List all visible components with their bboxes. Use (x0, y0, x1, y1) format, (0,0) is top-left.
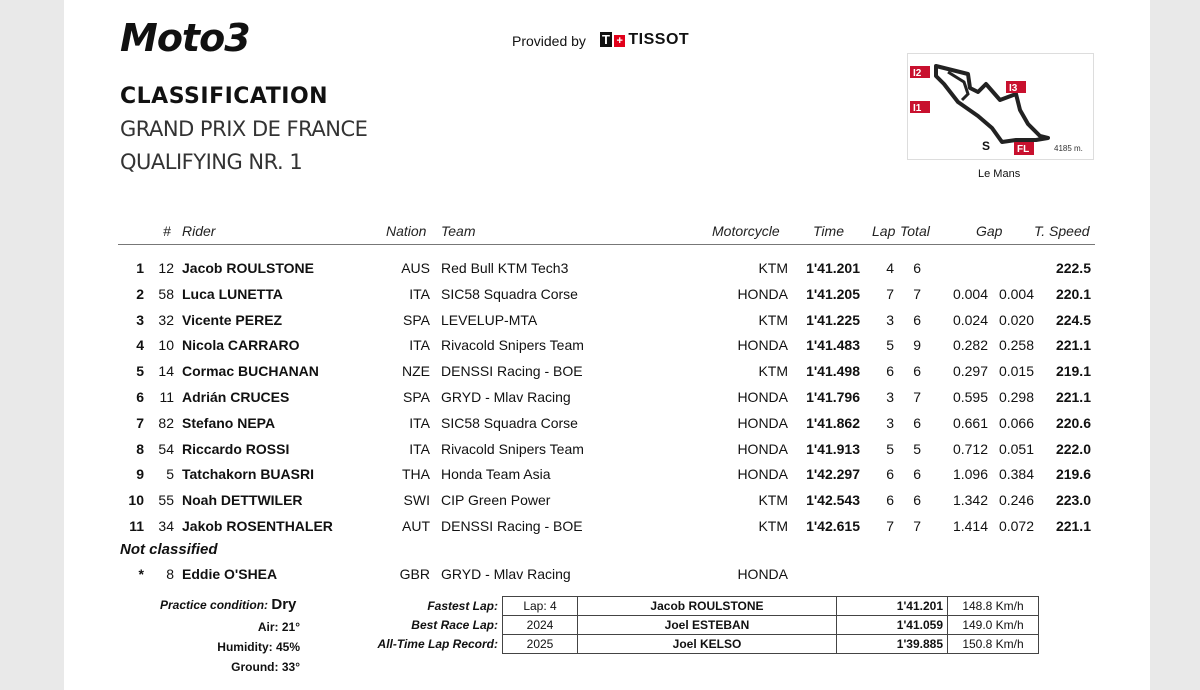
cell-gap-first: 0.595 (952, 389, 988, 405)
practice-condition (160, 596, 296, 613)
header-rider: Rider (182, 223, 216, 239)
cell-team: SIC58 Squadra Corse (441, 285, 578, 302)
cell-rider: Eddie O'SHEA (182, 566, 278, 582)
cell-gap-previous: 0.246 (998, 492, 1034, 509)
cell-total: 7 (913, 285, 921, 302)
cell-lap: 4 (886, 260, 894, 276)
record-time: 1'41.201 (837, 597, 948, 616)
cell-motorcycle: KTM (758, 311, 788, 328)
cell-motorcycle: KTM (758, 363, 788, 380)
air-temperature (258, 620, 300, 634)
cell-time: 1'41.483 (806, 337, 860, 354)
cell-position: 8 (136, 440, 144, 457)
record-row (364, 597, 1039, 616)
cell-position: 6 (136, 389, 144, 405)
air-value: 21° (281, 620, 300, 634)
cell-nation: AUT (402, 518, 430, 534)
cell-motorcycle: HONDA (737, 566, 788, 582)
result-row (64, 441, 1150, 465)
record-speed: 150.8 Km/h (948, 635, 1039, 654)
cell-rider: Stefano NEPA (182, 414, 276, 431)
cell-total: 6 (913, 260, 921, 276)
swiss-cross-icon: + (616, 35, 624, 47)
result-row (64, 337, 1150, 361)
cell-position: 4 (136, 337, 144, 354)
cell-number: 34 (158, 518, 174, 534)
cell-position: * (138, 566, 144, 582)
result-row (64, 492, 1150, 516)
cell-number: 11 (159, 389, 174, 405)
cell-rider: Jakob ROSENTHALER (182, 518, 333, 534)
cell-nation: GBR (399, 566, 430, 582)
cell-team: Rivacold Snipers Team (441, 337, 584, 354)
air-label: Air: (257, 620, 279, 634)
header-motorcycle: Motorcycle (712, 223, 780, 239)
cell-gap-previous: 0.020 (998, 311, 1034, 328)
cell-lap: 5 (886, 337, 894, 354)
session-name: QUALIFYING NR. 1 (120, 150, 303, 174)
cell-rider: Luca LUNETTA (182, 285, 283, 302)
cell-position: 1 (136, 260, 144, 276)
ground-label: Ground: (231, 660, 279, 674)
cell-team: SIC58 Squadra Corse (441, 414, 578, 431)
cell-gap-first: 1.096 (952, 466, 988, 483)
cell-gap-first: 0.712 (952, 440, 988, 457)
cell-time: 1'41.498 (806, 363, 860, 380)
cell-lap: 3 (886, 389, 894, 405)
humidity-label: Humidity: (217, 640, 273, 654)
cell-position: 10 (128, 492, 144, 509)
circuit-map (907, 53, 1094, 160)
result-row (64, 466, 1150, 490)
marker-i3: I3 (1009, 83, 1018, 94)
cell-rider: Noah DETTWILER (182, 492, 303, 509)
cell-nation: AUS (401, 260, 430, 276)
cell-number: 55 (158, 492, 174, 509)
cell-top-speed: 220.1 (1055, 285, 1091, 302)
humidity-value: 45% (275, 640, 300, 654)
cell-time: 1'41.201 (806, 260, 860, 276)
record-info: Lap: 4 (503, 597, 578, 616)
circuit-length: 4185 m. (1054, 144, 1083, 153)
record-speed: 149.0 Km/h (948, 616, 1039, 635)
cell-position: 9 (136, 466, 144, 483)
cell-time: 1'42.615 (806, 518, 860, 534)
moto3-logo: Moto3 (120, 16, 250, 60)
cell-time: 1'41.205 (806, 285, 860, 302)
result-row (64, 566, 1150, 590)
cell-total: 6 (913, 363, 921, 380)
sponsor-name: TISSOT (628, 31, 690, 48)
practice-condition-value: Dry (271, 596, 297, 613)
cell-total: 6 (913, 492, 921, 509)
cell-gap-previous: 0.051 (998, 440, 1034, 457)
header-number: # (163, 223, 171, 239)
cell-gap-first: 0.282 (952, 337, 988, 354)
cell-number: 32 (158, 311, 174, 328)
ground-value: 33° (281, 660, 300, 674)
cell-number: 82 (158, 414, 174, 431)
cell-team: LEVELUP-MTA (441, 311, 538, 328)
cell-motorcycle: HONDA (737, 389, 788, 405)
cell-top-speed: 219.1 (1055, 363, 1091, 380)
header-team: Team (441, 223, 476, 239)
cell-number: 14 (158, 363, 174, 380)
cell-rider: Adrián CRUCES (182, 389, 290, 405)
cell-number: 10 (158, 337, 174, 354)
header-time: Time (813, 223, 844, 239)
cell-rider: Cormac BUCHANAN (182, 363, 319, 380)
event-name: GRAND PRIX DE FRANCE (120, 117, 368, 141)
cell-nation: SPA (403, 311, 430, 328)
cell-gap-previous: 0.066 (998, 414, 1034, 431)
cell-position: 3 (136, 311, 144, 328)
cell-time: 1'41.225 (806, 311, 860, 328)
cell-lap: 6 (886, 363, 894, 380)
cell-motorcycle: KTM (758, 518, 788, 534)
cell-rider: Jacob ROULSTONE (182, 260, 314, 276)
cell-rider: Nicola CARRARO (182, 337, 300, 354)
cell-number: 5 (166, 466, 174, 483)
cell-time: 1'41.796 (806, 389, 860, 405)
not-classified-heading: Not classified (120, 541, 218, 558)
cell-team: DENSSI Racing - BOE (441, 518, 583, 534)
results-page (64, 0, 1150, 690)
cell-gap-first: 1.342 (952, 492, 988, 509)
cell-position: 2 (136, 285, 144, 302)
cell-rider: Tatchakorn BUASRI (182, 466, 314, 483)
marker-i2: I2 (913, 68, 922, 79)
cell-team: GRYD - Mlav Racing (441, 566, 571, 582)
cell-time: 1'41.913 (806, 440, 860, 457)
record-time: 1'41.059 (837, 616, 948, 635)
ground-temperature (231, 660, 300, 674)
result-row (64, 260, 1150, 284)
lap-records-table (364, 596, 1039, 654)
circuit-name: Le Mans (978, 168, 1021, 180)
humidity (217, 640, 300, 654)
cell-rider: Riccardo ROSSI (182, 440, 290, 457)
cell-lap: 7 (886, 285, 894, 302)
record-rider: Jacob ROULSTONE (578, 597, 837, 616)
cell-gap-first: 0.661 (952, 414, 988, 431)
cell-team: CIP Green Power (441, 492, 551, 509)
cell-total: 5 (913, 440, 921, 457)
cell-gap-previous: 0.015 (998, 363, 1034, 380)
cell-total: 6 (913, 311, 921, 328)
provided-by-label: Provided by (512, 33, 586, 49)
cell-team: Honda Team Asia (441, 466, 551, 483)
cell-time: 1'42.297 (806, 466, 860, 483)
cell-gap-first: 0.004 (952, 285, 988, 302)
cell-top-speed: 223.0 (1055, 492, 1091, 509)
marker-finish-line: FL (1017, 144, 1030, 155)
result-row (64, 286, 1150, 310)
cell-total: 6 (913, 414, 921, 431)
cell-lap: 7 (886, 518, 894, 534)
cell-motorcycle: HONDA (737, 285, 788, 302)
record-info: 2024 (503, 616, 578, 635)
header-total: Total (900, 223, 930, 239)
cell-team: DENSSI Racing - BOE (441, 363, 583, 380)
cell-nation: ITA (409, 337, 430, 354)
cell-gap-first: 0.024 (952, 311, 988, 328)
cell-team: GRYD - Mlav Racing (441, 389, 571, 405)
cell-total: 7 (913, 518, 921, 534)
cell-nation: THA (402, 466, 430, 483)
cell-gap-previous: 0.072 (998, 518, 1034, 534)
record-label: Best Race Lap: (411, 618, 498, 632)
result-row (64, 389, 1150, 413)
cell-total: 7 (913, 389, 921, 405)
cell-number: 54 (158, 440, 174, 457)
cell-motorcycle: HONDA (737, 337, 788, 354)
track-layout (908, 54, 1093, 159)
cell-gap-previous: 0.258 (998, 337, 1034, 354)
cell-gap-previous: 0.384 (998, 466, 1034, 483)
header-nation: Nation (386, 223, 427, 239)
cell-time: 1'42.543 (806, 492, 860, 509)
cell-motorcycle: KTM (758, 492, 788, 509)
cell-number: 12 (158, 260, 174, 276)
record-row (364, 616, 1039, 635)
cell-top-speed: 221.1 (1055, 389, 1091, 405)
cell-lap: 6 (886, 492, 894, 509)
practice-condition-label: Practice condition: (160, 598, 269, 612)
cell-total: 6 (913, 466, 921, 483)
cell-lap: 3 (886, 414, 894, 431)
page-title: CLASSIFICATION (120, 84, 329, 109)
cell-nation: ITA (409, 285, 430, 302)
cell-gap-first: 1.414 (952, 518, 988, 534)
cell-time: 1'41.862 (806, 414, 860, 431)
cell-team: Red Bull KTM Tech3 (441, 260, 569, 276)
cell-motorcycle: HONDA (737, 414, 788, 431)
cell-number: 8 (166, 566, 174, 582)
cell-top-speed: 221.1 (1055, 518, 1091, 534)
cell-position: 11 (129, 518, 144, 534)
cell-lap: 5 (886, 440, 894, 457)
record-label: Fastest Lap: (427, 599, 498, 613)
record-speed: 148.8 Km/h (948, 597, 1039, 616)
cell-gap-previous: 0.004 (998, 285, 1034, 302)
cell-nation: ITA (409, 440, 430, 457)
cell-top-speed: 224.5 (1055, 311, 1091, 328)
cell-nation: NZE (402, 363, 430, 380)
record-label: All-Time Lap Record: (377, 637, 498, 651)
cell-lap: 6 (886, 466, 894, 483)
header-lap: Lap (872, 223, 896, 239)
cell-motorcycle: HONDA (737, 466, 788, 483)
record-rider: Joel ESTEBAN (578, 616, 837, 635)
cell-motorcycle: KTM (758, 260, 788, 276)
record-time: 1'39.885 (837, 635, 948, 654)
tissot-logo (600, 31, 689, 49)
cell-nation: SPA (403, 389, 430, 405)
record-info: 2025 (503, 635, 578, 654)
header-gap: Gap (976, 223, 1003, 239)
result-row (64, 363, 1150, 387)
cell-top-speed: 222.0 (1055, 440, 1091, 457)
cell-rider: Vicente PEREZ (182, 311, 283, 328)
cell-nation: SWI (403, 492, 430, 509)
cell-position: 7 (136, 414, 144, 431)
cell-nation: ITA (409, 414, 430, 431)
cell-gap-previous: 0.298 (998, 389, 1034, 405)
marker-i1: I1 (913, 103, 922, 114)
cell-gap-first: 0.297 (952, 363, 988, 380)
marker-start: S (982, 139, 991, 153)
cell-lap: 3 (886, 311, 894, 328)
header-top-speed: T. Speed (1034, 223, 1090, 239)
cell-total: 9 (913, 337, 921, 354)
cell-number: 58 (158, 285, 174, 302)
cell-top-speed: 221.1 (1055, 337, 1091, 354)
record-row (364, 635, 1039, 654)
cell-motorcycle: HONDA (737, 440, 788, 457)
cell-top-speed: 220.6 (1055, 414, 1091, 431)
result-row (64, 518, 1150, 542)
cell-team: Rivacold Snipers Team (441, 440, 584, 457)
record-rider: Joel KELSO (578, 635, 837, 654)
cell-position: 5 (136, 363, 144, 380)
result-row (64, 312, 1150, 336)
cell-top-speed: 219.6 (1055, 466, 1091, 483)
cell-top-speed: 222.5 (1055, 260, 1091, 276)
header-divider (118, 244, 1095, 245)
tissot-t-icon: T (602, 32, 611, 47)
result-row (64, 415, 1150, 439)
